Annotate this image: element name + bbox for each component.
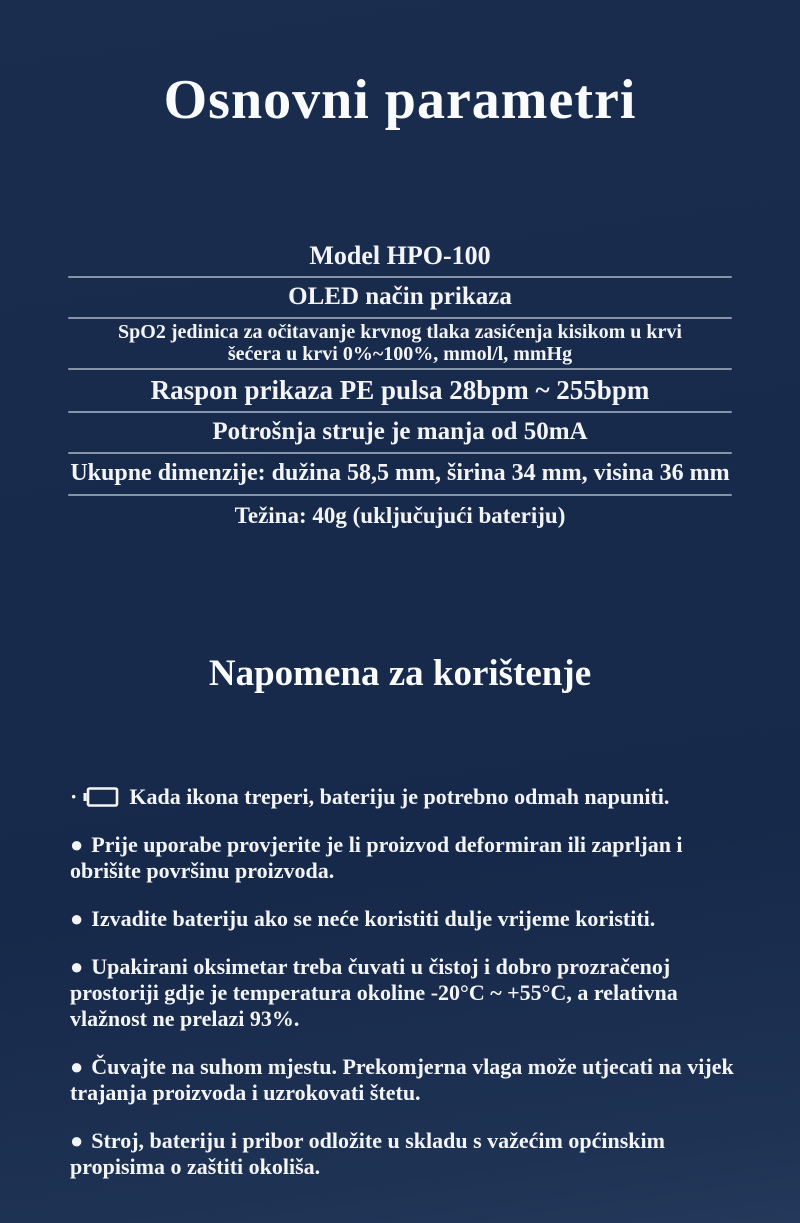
- spec-table: [0, 236, 800, 536]
- note-text: Čuvajte na suhom mjestu. Prekomjerna vlaga može utjecati na vijek trajanja proizvoda i uzrokovati štetu.: [70, 1054, 734, 1106]
- spec-row-weight: [0, 496, 800, 536]
- bullet-icon: ●: [70, 832, 84, 858]
- spec-row-dimensions: [0, 454, 800, 494]
- note-item: [70, 1054, 750, 1106]
- note-item: [70, 832, 750, 884]
- page-title: Osnovni parametri: [163, 69, 637, 131]
- spec-text: Ukupne dimenzije: dužina 58,5 mm, širina 34 mm, visina 36 mm: [70, 460, 730, 487]
- spec-row-model: [0, 236, 800, 276]
- note-item: [70, 906, 750, 932]
- spec-text: Raspon prikaza PE pulsa 28bpm ~ 255bpm: [150, 375, 650, 406]
- bullet-icon: ●: [70, 1054, 84, 1080]
- spec-row-current: [0, 413, 800, 452]
- section-title-usage-notes: Napomena za korištenje: [208, 653, 592, 695]
- spec-text: SpO2 jedinica za očitavanje krvnog tlaka zasićenja kisikom u krvi šećera u krvi 0%~100%, mmol/l, mmHg: [118, 321, 682, 365]
- spec-text: Težina: 40g (uključujući bateriju): [234, 502, 566, 528]
- small-dot-bullet: ·: [70, 784, 78, 810]
- usage-notes-list: [0, 784, 800, 1180]
- bullet-icon: ●: [70, 1128, 84, 1154]
- note-item: [70, 954, 750, 1032]
- battery-icon: [83, 787, 119, 807]
- spec-text: Potrošnja struje je manja od 50mA: [212, 418, 588, 446]
- note-text: Izvadite bateriju ako se neće koristiti dulje vrijeme koristiti.: [91, 906, 656, 932]
- note-text: Prije uporabe provjerite je li proizvod deformiran ili zaprljan i obrišite površinu proizvoda.: [70, 832, 683, 884]
- spec-text: Model HPO-100: [309, 241, 491, 271]
- spec-text: OLED način prikaza: [288, 283, 512, 311]
- note-text: Stroj, bateriju i pribor odložite u skladu s važećim općinskim propisima o zaštiti okoliša.: [70, 1128, 665, 1180]
- note-text: Kada ikona treperi, bateriju je potrebno odmah napuniti.: [129, 784, 670, 810]
- spec-row-display: [0, 278, 800, 317]
- bullet-icon: ●: [70, 954, 84, 980]
- note-item: [70, 1128, 750, 1180]
- spec-row-pulse-range: [0, 370, 800, 411]
- note-text: Upakirani oksimetar treba čuvati u čistoj i dobro prozračenoj prostoriji gdje je temperatura okoline -20°C ~ +55°C, a relativna vlažnost ne prelazi 93%.: [70, 954, 678, 1032]
- note-battery: [70, 784, 750, 810]
- bullet-icon: ●: [70, 906, 84, 932]
- spec-row-spo2: [0, 319, 800, 368]
